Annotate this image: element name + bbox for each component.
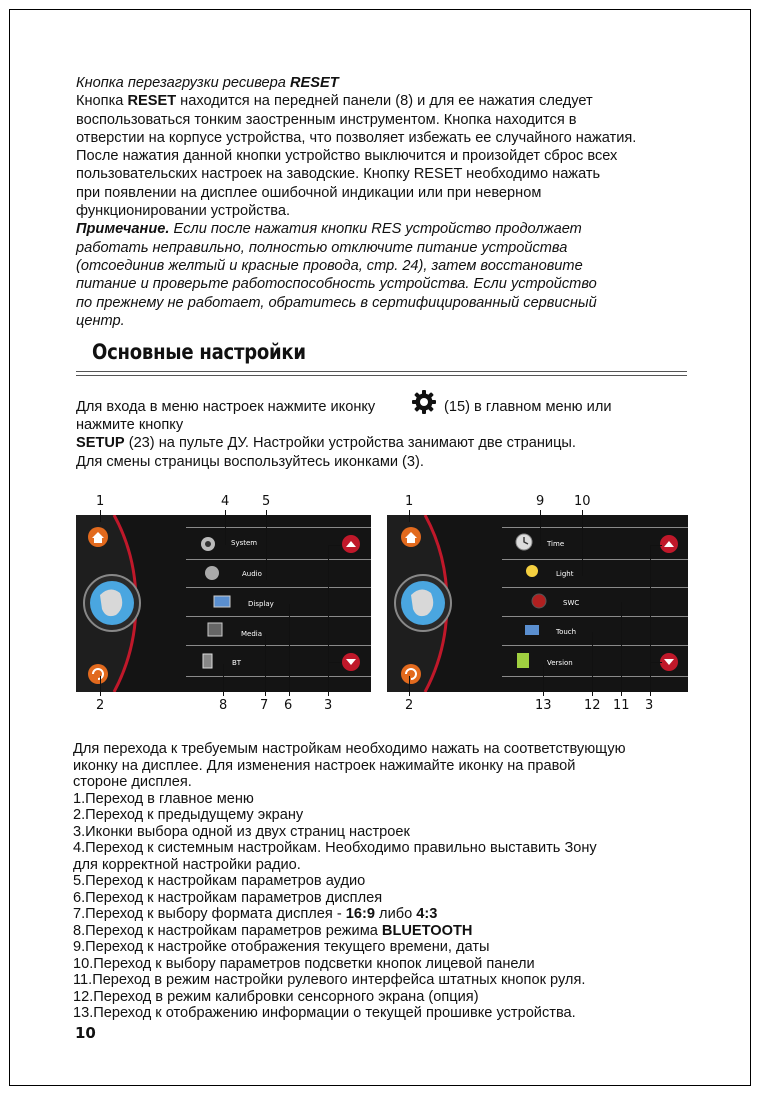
reset-line-2: воспользоваться тонким заостренным инструментом. Кнопка находится в — [76, 111, 577, 128]
intro-line-2: нажмите кнопку — [76, 417, 184, 433]
gear-icon — [411, 389, 437, 415]
intro-line-1b: (15) в главном меню или — [444, 399, 612, 415]
callout-7: 7 — [260, 698, 269, 713]
callout-2b: 2 — [405, 698, 414, 713]
heading-rule-top — [76, 371, 687, 372]
list-item: 4.Переход к системным настройкам. Необходимо правильно выставить Зону — [73, 840, 597, 856]
list-item: 1.Переход в главное меню — [73, 790, 254, 807]
bt-label[interactable]: BT — [232, 659, 242, 667]
callout-3: 3 — [324, 698, 333, 713]
desc-line-1: Для перехода к требуемым настройкам необходимо нажать на соответствующую — [73, 741, 626, 757]
list-item: 2.Переход к предыдущему экрану — [73, 807, 304, 823]
list-item: 10.Переход к выбору параметров подсветки кнопок лицевой панели — [73, 955, 535, 972]
list-item: 6.Переход к настройкам параметров дисплея — [73, 889, 383, 906]
back-button-1 — [88, 664, 108, 684]
list-item: 7.Переход к выбору формата дисплея - 16:9 либо 4:3 — [73, 906, 438, 922]
version-label[interactable]: Version — [547, 659, 573, 667]
media-icon — [208, 623, 222, 636]
callout-1b: 1 — [405, 494, 414, 509]
screen-2-left-panel — [387, 515, 688, 692]
display-icon — [214, 596, 230, 607]
heading-rule-bottom — [76, 375, 687, 376]
settings-screen-page-2 — [387, 515, 688, 692]
list-item: 12.Переход в режим калибровки сенсорного экрана (опция) — [73, 988, 479, 1005]
reset-title: Кнопка перезагрузки ресивера RESET — [76, 75, 339, 91]
note-line-3: (отсоединив желтый и красные провода, стр. 24), затем восстановите — [76, 257, 583, 274]
callout-10: 10 — [574, 494, 591, 509]
swc-label[interactable]: SWC — [563, 599, 580, 607]
system-label[interactable]: System — [231, 539, 258, 547]
note-line-5: по прежнему не работает, обратитесь в сертифицированный сервисный — [76, 294, 597, 311]
note-line-1: Примечание. Если после нажатия кнопки RES устройство продолжает — [76, 221, 582, 238]
audio-label[interactable]: Audio — [242, 570, 262, 578]
bt-icon — [203, 654, 212, 668]
reset-line-6: при появлении на дисплее ошибочной индикации или при неверном — [76, 184, 542, 201]
time-label[interactable]: Time — [547, 540, 565, 548]
list-item: 8.Переход к настройкам параметров режима BLUETOOTH — [73, 922, 473, 939]
desc-line-2: иконку на дисплее. Для изменения настроек нажимайте иконку на правой — [73, 757, 576, 774]
intro-line-1a: Для входа в меню настроек нажмите иконку — [76, 399, 376, 415]
note-line-6: центр. — [76, 312, 125, 329]
light-label[interactable]: Light — [556, 570, 574, 578]
desc-line-3: стороне дисплея. — [73, 774, 192, 790]
note-line-4: питание и проверьте работоспособность устройства. Если устройство — [76, 276, 597, 293]
reset-line-1: Кнопка RESET находится на передней панели (8) и для ее нажатия следует — [76, 93, 593, 109]
callout-1: 1 — [96, 494, 105, 509]
callout-8: 8 — [219, 698, 228, 713]
touch-icon — [525, 625, 539, 635]
callout-13: 13 — [535, 698, 552, 713]
list-item: 3.Иконки выбора одной из двух страниц настроек — [73, 823, 410, 840]
light-icon — [526, 565, 538, 577]
callout-9: 9 — [536, 494, 545, 509]
callout-12: 12 — [584, 698, 601, 713]
callout-3b: 3 — [645, 698, 654, 713]
display-label[interactable]: Display — [248, 600, 274, 608]
intro-line-3: SETUP (23) на пульте ДУ. Настройки устройства занимают две страницы. — [76, 435, 576, 452]
section-heading: Основные настройки — [92, 340, 306, 364]
callout-2: 2 — [96, 698, 105, 713]
list-item: 13.Переход к отображению информации о текущей прошивке устройства. — [73, 1005, 576, 1021]
reset-line-4: После нажатия данной кнопки устройство выключится и произойдет сброс всех — [76, 148, 618, 164]
swc-icon — [532, 594, 546, 608]
callout-5: 5 — [262, 494, 271, 509]
media-label[interactable]: Media — [241, 630, 263, 638]
callout-6: 6 — [284, 698, 293, 713]
list-item: 11.Переход в режим настройки рулевого интерфейса штатных кнопок руля. — [73, 972, 586, 988]
callout-11: 11 — [613, 698, 630, 713]
version-icon — [517, 653, 529, 668]
page-number: 10 — [75, 1024, 96, 1042]
list-item: для корректной настройки радио. — [73, 856, 301, 873]
intro-line-4: Для смены страницы воспользуйтесь иконками (3). — [76, 453, 424, 470]
touch-label[interactable]: Touch — [556, 628, 577, 636]
reset-line-7: функционировании устройства. — [76, 203, 291, 219]
reset-line-5: пользовательских настроек на заводские. Кнопку RESET необходимо нажать — [76, 166, 601, 183]
note-line-2: работать неправильно, полностью отключите питание устройства — [76, 239, 568, 256]
list-item: 9.Переход к настройке отображения текущего времени, даты — [73, 939, 490, 955]
audio-icon — [205, 566, 219, 580]
back-button-2 — [401, 664, 421, 684]
reset-line-3: отверстии на корпусе устройства, что позволяет избежать ее случайного нажатия. — [76, 129, 637, 146]
list-item: 5.Переход к настройкам параметров аудио — [73, 873, 366, 889]
callout-4: 4 — [221, 494, 230, 509]
